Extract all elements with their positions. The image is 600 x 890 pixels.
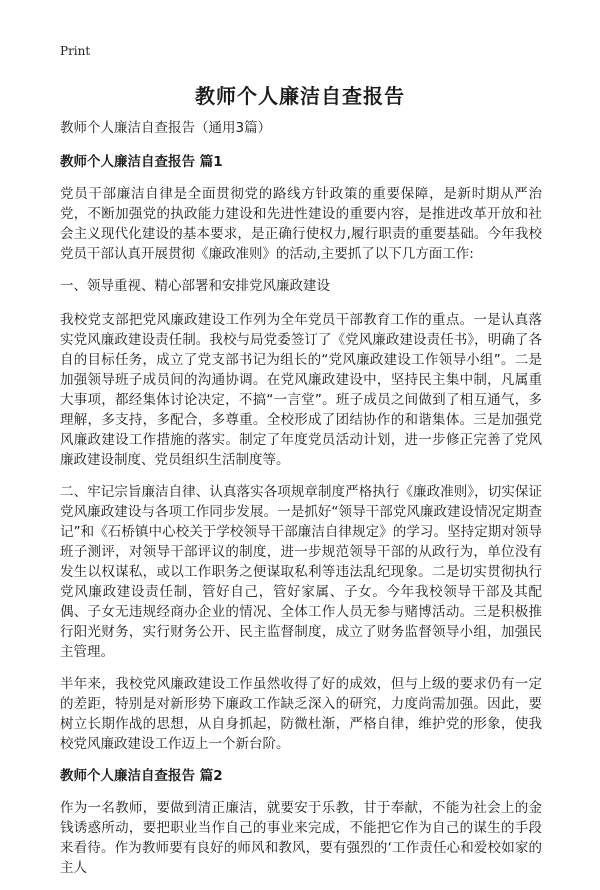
article1-intro: 党员干部廉洁自律是全面贯彻党的路线方针政策的重要保障，是新时期从严治党，不断加强党的执政能力建设和先进性建设的重要内容，是推进改革开放和社会主义现代化建设的基本要求，是正确行使权力,履行职责的重要基础。今年我校党员干部认真开展贯彻《廉政准则》的活动,主要抓了以下几方面工作: <box>60 186 542 262</box>
article1-point1-heading: 一、领导重视、精心部署和安排党风廉政建设 <box>60 278 330 294</box>
document-title: 教师个人廉洁自查报告 <box>195 84 405 108</box>
article2-heading: 教师个人廉洁自查报告 篇2 <box>60 768 223 784</box>
article1-point1-body: 我校党支部把党风廉政建设工作列为全年党员干部教育工作的重点。一是认真落实党风廉政建设责任制。我校与局党委签订了《党风廉政建设责任书》，明确了各自的目标任务，成立了党支部书记为组长的“党风廉政建设工作领导小组”。二是加强领导班子成员间的沟通协调。在党风廉政建设中，坚持民主集中制，凡属重大事项，都经集体讨论决定，不搞“一言堂”。班子成员之间做到了相互通气，多理解，多支持，多配合，多尊重。全校形成了团结协作的和谐集体。三是加强党风廉政建设工作措施的落实。制定了年度党员活动计划，进一步修正完善了党风廉政建设制度、党员组织生活制度等。 <box>60 312 542 468</box>
print-link[interactable]: Print <box>60 44 91 58</box>
article1-heading: 教师个人廉洁自查报告 篇1 <box>60 154 223 170</box>
document-body <box>60 118 542 890</box>
article1-point2-body: 二、牢记宗旨廉洁自律、认真落实各项规章制度严格执行《廉政准则》，切实保证党风廉政建设与各项工作同步发展。一是抓好“领导干部党风廉政建设情况定期查记”和《石桥镇中心校关于学校领导干部廉洁自律规定》的学习。坚持定期对领导班子测评，对领导干部评议的制度，进一步规范领导干部的从政行为，单位没有发生以权谋私，或以工作职务之便谋取私利等违法乱纪现象。二是切实贯彻执行党风廉政建设责任制，管好自己，管好家属、子女。今年我校领导干部及其配偶、子女无违规经商办企业的情况、全体工作人员无参与赌博活动。三是积极推行阳光财务，实行财务公开、民主监督制度，成立了财务监督领导小组，加强民主管理。 <box>60 484 542 660</box>
article1-conclusion: 半年来，我校党风廉政建设工作虽然收得了好的成效，但与上级的要求仍有一定的差距，特别是对新形势下廉政工作缺乏深入的研究，力度尚需加强。因此，要树立长期作战的思想，从自身抓起，防微杜渐，严格自律，维护党的形象，使我校党风廉政建设工作迈上一个新台阶。 <box>60 676 542 752</box>
article2-intro: 作为一名教师，要做到清正廉洁，就要安于乐教，甘于奉献，不能为社会上的金钱诱惑所动，要把职业当作自己的事业来完成，不能把它作为自己的谋生的手段来看待。作为教师要有良好的师风和教风，要有强烈的‘工作责任心和爱校如家的主人 <box>60 800 542 876</box>
document-subtitle: 教师个人廉洁自查报告（通用3篇） <box>60 120 272 136</box>
